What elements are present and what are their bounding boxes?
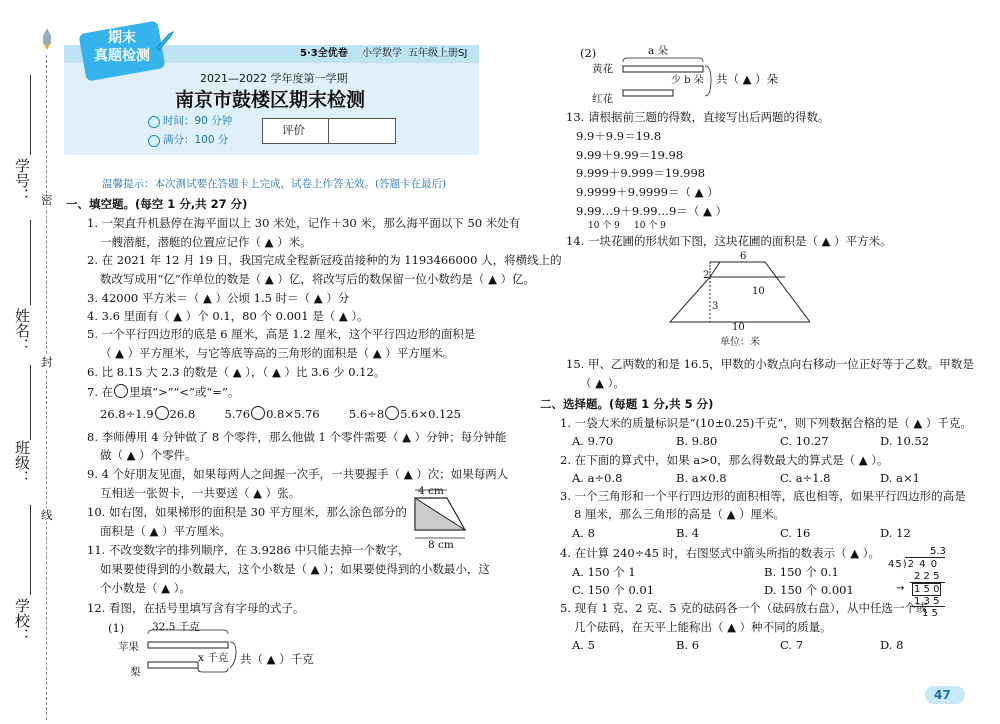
q3: 3. 42000 平方米＝（ ▲ ）公顷 1.5 时＝（ ▲ ）分 — [87, 291, 350, 305]
q12-part2-label: (2) — [580, 46, 597, 60]
c1-c[interactable]: C. 10.27 — [780, 434, 829, 448]
binding-line — [46, 55, 47, 720]
q12-part1-total: 共（ ▲ ）千克 — [240, 652, 314, 666]
trapezoid-top-label: 4 cm — [418, 485, 444, 497]
c5-line1: 5. 现有 1 克、2 克、5 克的砝码各一个（砝码放右盘），从中任选一个或 — [560, 601, 928, 615]
q12-part2-total: 共（ ▲ ）朵 — [716, 72, 779, 86]
arrow-icon: → — [896, 583, 905, 594]
q2-line1: 2. 在 2021 年 12 月 19 日，我国完成全程新冠疫苗接种的为 1193466000 人，将横线上的 — [87, 253, 562, 267]
division-dividend: 45)2 4 0 — [888, 559, 939, 570]
q5-line1: 5. 一个平行四边形的底是 6 厘米，高是 1.2 厘米，这个平行四边形的面积是 — [87, 327, 476, 341]
name-field[interactable] — [30, 220, 31, 305]
c4-c[interactable]: C. 150 个 0.01 — [572, 583, 655, 597]
q12-part2-diagram — [615, 52, 715, 102]
c4-d[interactable]: D. 150 个 0.001 — [764, 583, 854, 597]
q10-line1: 10. 如右图，如果梯形的面积是 30 平方厘米，那么涂色部分的 — [87, 505, 407, 519]
q13-row5-note-a: 10 个 9 — [588, 221, 620, 231]
c3-b[interactable]: B. 4 — [676, 526, 700, 540]
c2-a[interactable]: A. a÷0.8 — [572, 471, 623, 485]
rocket-icon — [42, 28, 52, 50]
division-row1: 2 2 5 — [914, 571, 940, 582]
subject: 小学数学 — [362, 48, 402, 59]
q9-line1: 9. 4 个好朋友见面，如果每两人之间握一次手，一共要握手（ ▲ ）次；如果每两人 — [87, 467, 509, 481]
c5-line2: 几个砝码，在天平上能称出（ ▲ ）种不同的质量。 — [574, 620, 832, 634]
answer-circle[interactable] — [251, 406, 265, 420]
q11-line1: 11. 不改变数字的排列顺序，在 3.9286 中只能去掉一个数字， — [87, 543, 410, 557]
page-number: 47 — [934, 688, 951, 702]
evaluation-divider — [328, 118, 329, 144]
school-year: 2021—2022 学年度第一学期 — [200, 72, 348, 85]
q8-line1: 8. 李师傅用 4 分钟做了 8 个零件，那么他做 1 个零件需要（ ▲ ）分钟；每分钟能 — [87, 430, 507, 444]
school-field[interactable] — [30, 505, 31, 595]
q15-line1: 15. 甲、乙两数的和是 16.5，甲数的小数点向右移动一位正好等于乙数。甲数是 — [566, 357, 974, 371]
c4-a[interactable]: A. 150 个 1 — [572, 565, 636, 579]
q8-line2: 做（ ▲ ）个零件。 — [100, 448, 197, 462]
division-bar — [905, 557, 945, 558]
series-name: 5·3全优卷 — [300, 48, 348, 59]
q12-part1-x: x 千克 — [198, 652, 229, 664]
clock-icon — [148, 116, 160, 128]
tip: 温馨提示：本次测试要在答题卡上完成，试卷上作答无效。(答题卡在最后) — [102, 178, 447, 190]
q1-line1: 1. 一架直升机悬停在海平面以上 30 米处，记作＋30 米，那么海平面以下 50 米处有 — [87, 216, 521, 230]
c5-b[interactable]: B. 6 — [676, 638, 700, 652]
tag-line-1: 期末 — [108, 30, 136, 46]
q7-prefix: 7. 在 — [87, 385, 114, 399]
q12: 12. 看图，在括号里填写含有字母的式子。 — [87, 601, 305, 615]
c3-c[interactable]: C. 16 — [780, 526, 811, 540]
c2-b[interactable]: B. a×0.8 — [676, 471, 727, 485]
tag-line-2: 真题检测 — [94, 48, 150, 64]
q13-row2: 9.99＋9.99＝19.98 — [576, 148, 684, 162]
division-row4: 1 5 — [922, 608, 938, 619]
c1-d[interactable]: D. 10.52 — [880, 434, 930, 448]
school-label: 学校： — [13, 598, 31, 643]
q12-part2-top: a 朵 — [648, 45, 669, 57]
c5-c[interactable]: C. 7 — [780, 638, 804, 652]
answer-circle[interactable] — [155, 406, 169, 420]
division-line-1 — [910, 582, 945, 583]
q13: 13. 请根据前三题的得数，直接写出后两题的得数。 — [566, 110, 830, 124]
q15-line2: （ ▲ ）。 — [580, 376, 625, 390]
flowerbed-unit: 单位：米 — [720, 337, 760, 348]
name-label: 姓名： — [13, 308, 31, 353]
q13-row5-note-b: 10 个 9 — [634, 221, 666, 231]
q11-line3: 个小数是（ ▲ ）。 — [100, 581, 191, 595]
flowerbed-height-3: 3 — [712, 301, 719, 312]
q6: 6. 比 8.15 大 2.3 的数是（ ▲ ），（ ▲ ）比 3.6 少 0.12。 — [87, 365, 386, 379]
c3-a[interactable]: A. 8 — [572, 526, 595, 540]
c1: 1. 一袋大米的质量标识是“(10±0.25)千克”，则下列数据合格的是（ ▲ ）千克。 — [560, 416, 972, 430]
q1-line2: 一艘潜艇，潜艇的位置应记作（ ▲ ）米。 — [100, 235, 312, 249]
exam-time: 时间：90 分钟 — [163, 115, 233, 127]
check-icon — [148, 135, 160, 147]
pear-label: 梨 — [130, 666, 141, 678]
seal-xian: 线 — [41, 508, 53, 522]
class-field[interactable] — [30, 365, 31, 440]
q13-row5: 9.99…9＋9.99…9＝（ ▲ ） — [576, 204, 727, 218]
division-row2: 1 5 0 — [914, 584, 940, 595]
q7 — [87, 384, 239, 399]
q7-expr-5: 5.6÷8 — [348, 407, 385, 421]
trapezoid-bottom-label: 8 cm — [428, 539, 454, 551]
q10-line2: 面积是（ ▲ ）平方厘米。 — [100, 524, 232, 538]
q7-suffix: 里填“>”“<”或“=”。 — [129, 385, 240, 399]
c2-d[interactable]: D. a×1 — [880, 471, 920, 485]
q7-expr-6: 5.6×0.125 — [400, 407, 462, 421]
class-label: 班级： — [13, 440, 31, 485]
grade: 五年级上册 — [408, 48, 458, 59]
c1-a[interactable]: A. 9.70 — [572, 434, 614, 448]
flowerbed-side-2: 2 — [703, 270, 710, 281]
q7-expr-4: 0.8×5.76 — [266, 407, 320, 421]
evaluation-label: 评价 — [282, 123, 305, 137]
q7-expr-3: 5.76 — [224, 407, 251, 421]
answer-circle[interactable] — [385, 406, 399, 420]
division-quotient: 5.3 — [930, 546, 946, 557]
q2-line2: 数改写成用“亿”作单位的数是（ ▲ ）亿，将改写后的数保留一位小数约是（ ▲ ）亿。 — [100, 272, 536, 286]
q7-expr-1: 26.8÷1.9 — [100, 407, 154, 421]
q12-part1-diagram — [140, 628, 240, 678]
c1-b[interactable]: B. 9.80 — [676, 434, 718, 448]
q4: 4. 3.6 里面有（ ▲ ）个 0.1，80 个 0.001 是（ ▲ ）。 — [87, 309, 369, 323]
q13-row4: 9.9999＋9.9999＝（ ▲ ） — [576, 185, 719, 199]
full-score: 满分：100 分 — [163, 134, 229, 146]
q12-part1-label: (1) — [108, 621, 125, 635]
page-title: 南京市鼓楼区期末检测 — [175, 89, 366, 111]
student-number-field[interactable] — [30, 75, 31, 155]
section-2-heading: 二、选择题。(每题 1 分,共 5 分) — [540, 397, 714, 411]
compare-circle — [114, 384, 128, 398]
red-flower-label: 红花 — [592, 93, 613, 105]
seal-feng: 封 — [41, 355, 53, 369]
q12-part1-top: 32.5 千克 — [152, 621, 200, 633]
c3-line1: 3. 一个三角形和一个平行四边形的面积相等，底也相等，如果平行四边形的高是 — [560, 489, 966, 503]
q12-part2-less: 少 b 朵 — [671, 75, 704, 86]
q7-expr-2: 26.8 — [169, 407, 196, 421]
rocket-tag-icon — [153, 30, 175, 52]
edition: SJ — [458, 48, 468, 59]
flowerbed-bottom-10: 10 — [732, 322, 745, 333]
q11-line2: 如果要使得到的小数最大，这个小数是（ ▲ ）；如果要使得到的小数最小，这 — [100, 562, 490, 576]
c2: 2. 在下面的算式中，如果 a>0，那么得数最大的算式是（ ▲ ）。 — [560, 453, 889, 467]
c2-c[interactable]: C. a÷1.8 — [780, 471, 831, 485]
apple-label: 苹果 — [118, 641, 139, 653]
c5-d[interactable]: D. 8 — [880, 638, 904, 652]
student-number-label: 学号： — [13, 158, 31, 203]
section-1-heading: 一、填空题。(每空 1 分,共 27 分) — [66, 197, 248, 211]
q9-line2: 互相送一张贺卡，一共要送（ ▲ ）张。 — [100, 486, 301, 500]
q5-line2: （ ▲ ）平方厘米，与它等底等高的三角形的面积是（ ▲ ）平方厘米。 — [100, 346, 455, 360]
c4: 4. 在计算 240÷45 时，右图竖式中箭头所指的数表示（ ▲ ）。 — [560, 546, 881, 560]
flowerbed-top-6: 6 — [740, 251, 747, 262]
division-row3: 1 3 5 — [914, 596, 940, 607]
q14: 14. 一块花圃的形状如下图，这块花圃的面积是（ ▲ ）平方米。 — [566, 234, 892, 248]
c4-b[interactable]: B. 150 个 0.1 — [764, 565, 839, 579]
flowerbed-mid-10: 10 — [752, 286, 765, 297]
q7-items — [100, 406, 461, 421]
flowerbed-figure — [660, 252, 810, 332]
seal-mi: 密 — [41, 193, 53, 207]
q13-row3: 9.999＋9.999＝19.998 — [576, 166, 706, 180]
c3-d[interactable]: D. 12 — [880, 526, 911, 540]
q13-row1: 9.9＋9.9＝19.8 — [576, 129, 662, 143]
c3-line2: 8 厘米，那么三角形的高是（ ▲ ）厘米。 — [574, 507, 786, 521]
yellow-flower-label: 黄花 — [592, 63, 613, 75]
c5-a[interactable]: A. 5 — [572, 638, 595, 652]
